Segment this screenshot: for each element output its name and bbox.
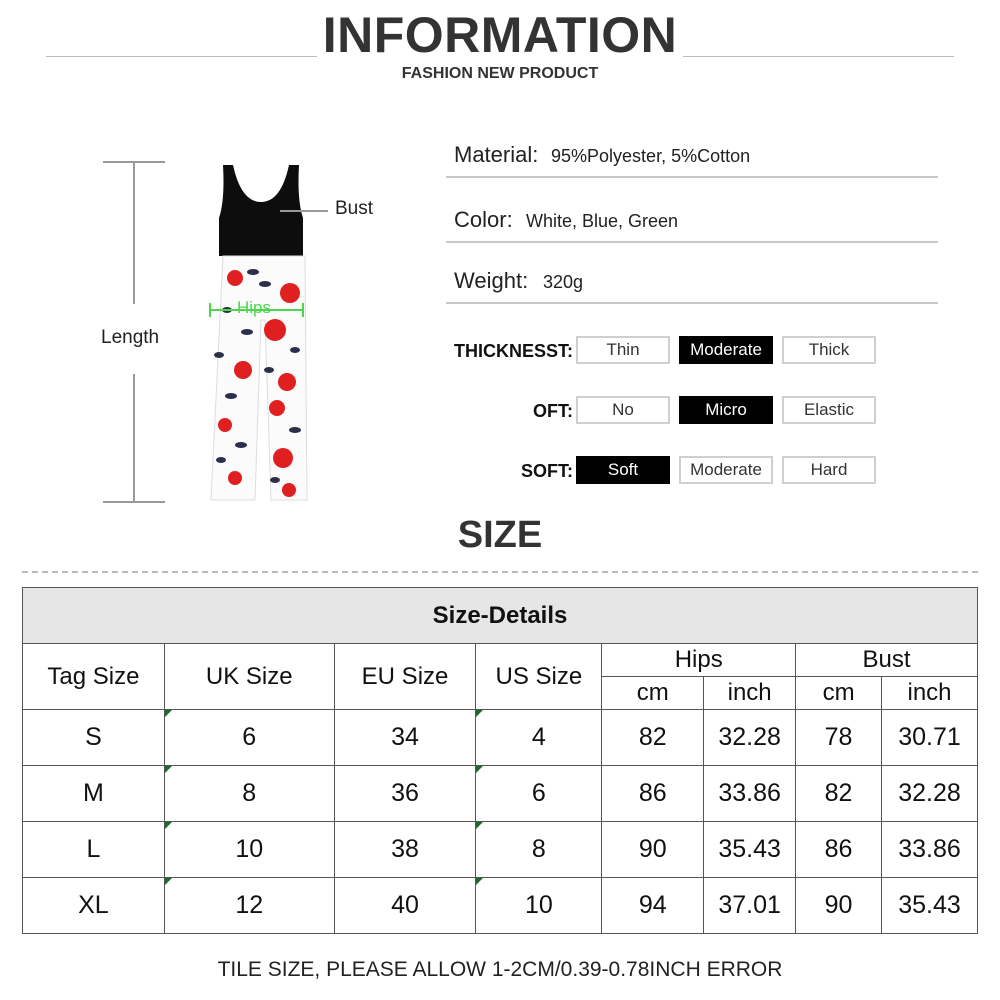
size-divider xyxy=(22,571,978,573)
length-guide-bottom xyxy=(133,374,135,502)
bust-label: Bust xyxy=(335,198,374,219)
header-us-size: US Size xyxy=(476,644,602,710)
cell-eu: 40 xyxy=(334,878,476,934)
cell-eu: 34 xyxy=(334,710,476,766)
cell-hips-cm: 86 xyxy=(602,766,704,822)
size-table xyxy=(22,587,978,934)
table-row xyxy=(23,766,978,822)
table-row xyxy=(23,710,978,766)
header-hips-inch: inch xyxy=(704,677,796,710)
material-key: Material: xyxy=(454,142,539,167)
thickness-label: THICKNESST: xyxy=(453,341,573,361)
weight-row xyxy=(446,268,938,304)
cell-us: 8 xyxy=(476,822,602,878)
header-hips-cm: cm xyxy=(602,677,704,710)
cell-eu: 36 xyxy=(334,766,476,822)
soft-option-moderate: Moderate xyxy=(679,456,773,484)
header-eu-size: EU Size xyxy=(334,644,476,710)
cell-tag: XL xyxy=(23,878,165,934)
cell-bust-cm: 90 xyxy=(796,878,882,934)
header-uk-size: UK Size xyxy=(164,644,334,710)
cell-tag: S xyxy=(23,710,165,766)
cell-hips-inch: 32.28 xyxy=(704,710,796,766)
cell-eu: 38 xyxy=(334,822,476,878)
length-label: Length xyxy=(101,327,160,348)
weight-value: 320g xyxy=(543,272,584,292)
oft-option-no: No xyxy=(576,396,670,424)
material-value: 95%Polyester, 5%Cotton xyxy=(551,146,751,166)
cell-hips-inch: 35.43 xyxy=(704,822,796,878)
cell-hips-cm: 94 xyxy=(602,878,704,934)
header-bust-cm: cm xyxy=(796,677,882,710)
cell-hips-cm: 90 xyxy=(602,822,704,878)
cell-us: 10 xyxy=(476,878,602,934)
cell-bust-cm: 86 xyxy=(796,822,882,878)
size-title: SIZE xyxy=(457,514,543,556)
page-title: INFORMATION xyxy=(0,6,1000,64)
cell-uk: 6 xyxy=(164,710,334,766)
oft-option-micro: Micro xyxy=(679,396,773,424)
thickness-option-thin: Thin xyxy=(576,336,670,364)
soft-option-soft: Soft xyxy=(576,456,670,484)
color-key: Color: xyxy=(454,207,513,232)
cell-tag: M xyxy=(23,766,165,822)
oft-option-elastic: Elastic xyxy=(782,396,876,424)
header-bust: Bust xyxy=(796,644,978,677)
page-subtitle: FASHION NEW PRODUCT xyxy=(401,65,599,82)
cell-hips-inch: 37.01 xyxy=(704,878,796,934)
cell-uk: 10 xyxy=(164,822,334,878)
cell-bust-inch: 33.86 xyxy=(882,822,978,878)
hips-label: Hips xyxy=(237,298,272,317)
bust-pointer xyxy=(280,210,328,212)
size-disclaimer: TILE SIZE, PLEASE ALLOW 1-2CM/0.39-0.78INCH ERROR xyxy=(217,958,783,981)
soft-label: SOFT: xyxy=(521,461,573,481)
thickness-option-thick: Thick xyxy=(782,336,876,364)
header-tag-size: Tag Size xyxy=(23,644,165,710)
table-caption: Size-Details xyxy=(23,588,978,644)
header-bust-inch: inch xyxy=(882,677,978,710)
table-row xyxy=(23,822,978,878)
length-guide-top xyxy=(133,162,135,304)
cell-bust-inch: 30.71 xyxy=(882,710,978,766)
oft-label: OFT: xyxy=(533,401,573,421)
header-hips: Hips xyxy=(602,644,796,677)
color-row xyxy=(446,207,938,243)
cell-hips-inch: 33.86 xyxy=(704,766,796,822)
cell-us: 4 xyxy=(476,710,602,766)
cell-bust-inch: 32.28 xyxy=(882,766,978,822)
length-cap-bottom xyxy=(103,501,165,503)
thickness-option-moderate: Moderate xyxy=(679,336,773,364)
soft-option-hard: Hard xyxy=(782,456,876,484)
color-value: White, Blue, Green xyxy=(526,211,679,231)
cell-bust-inch: 35.43 xyxy=(882,878,978,934)
cell-tag: L xyxy=(23,822,165,878)
cell-uk: 8 xyxy=(164,766,334,822)
cell-bust-cm: 82 xyxy=(796,766,882,822)
cell-uk: 12 xyxy=(164,878,334,934)
weight-key: Weight: xyxy=(454,268,529,293)
cell-us: 6 xyxy=(476,766,602,822)
cell-hips-cm: 82 xyxy=(602,710,704,766)
material-row xyxy=(446,142,938,178)
table-row xyxy=(23,878,978,934)
cell-bust-cm: 78 xyxy=(796,710,882,766)
